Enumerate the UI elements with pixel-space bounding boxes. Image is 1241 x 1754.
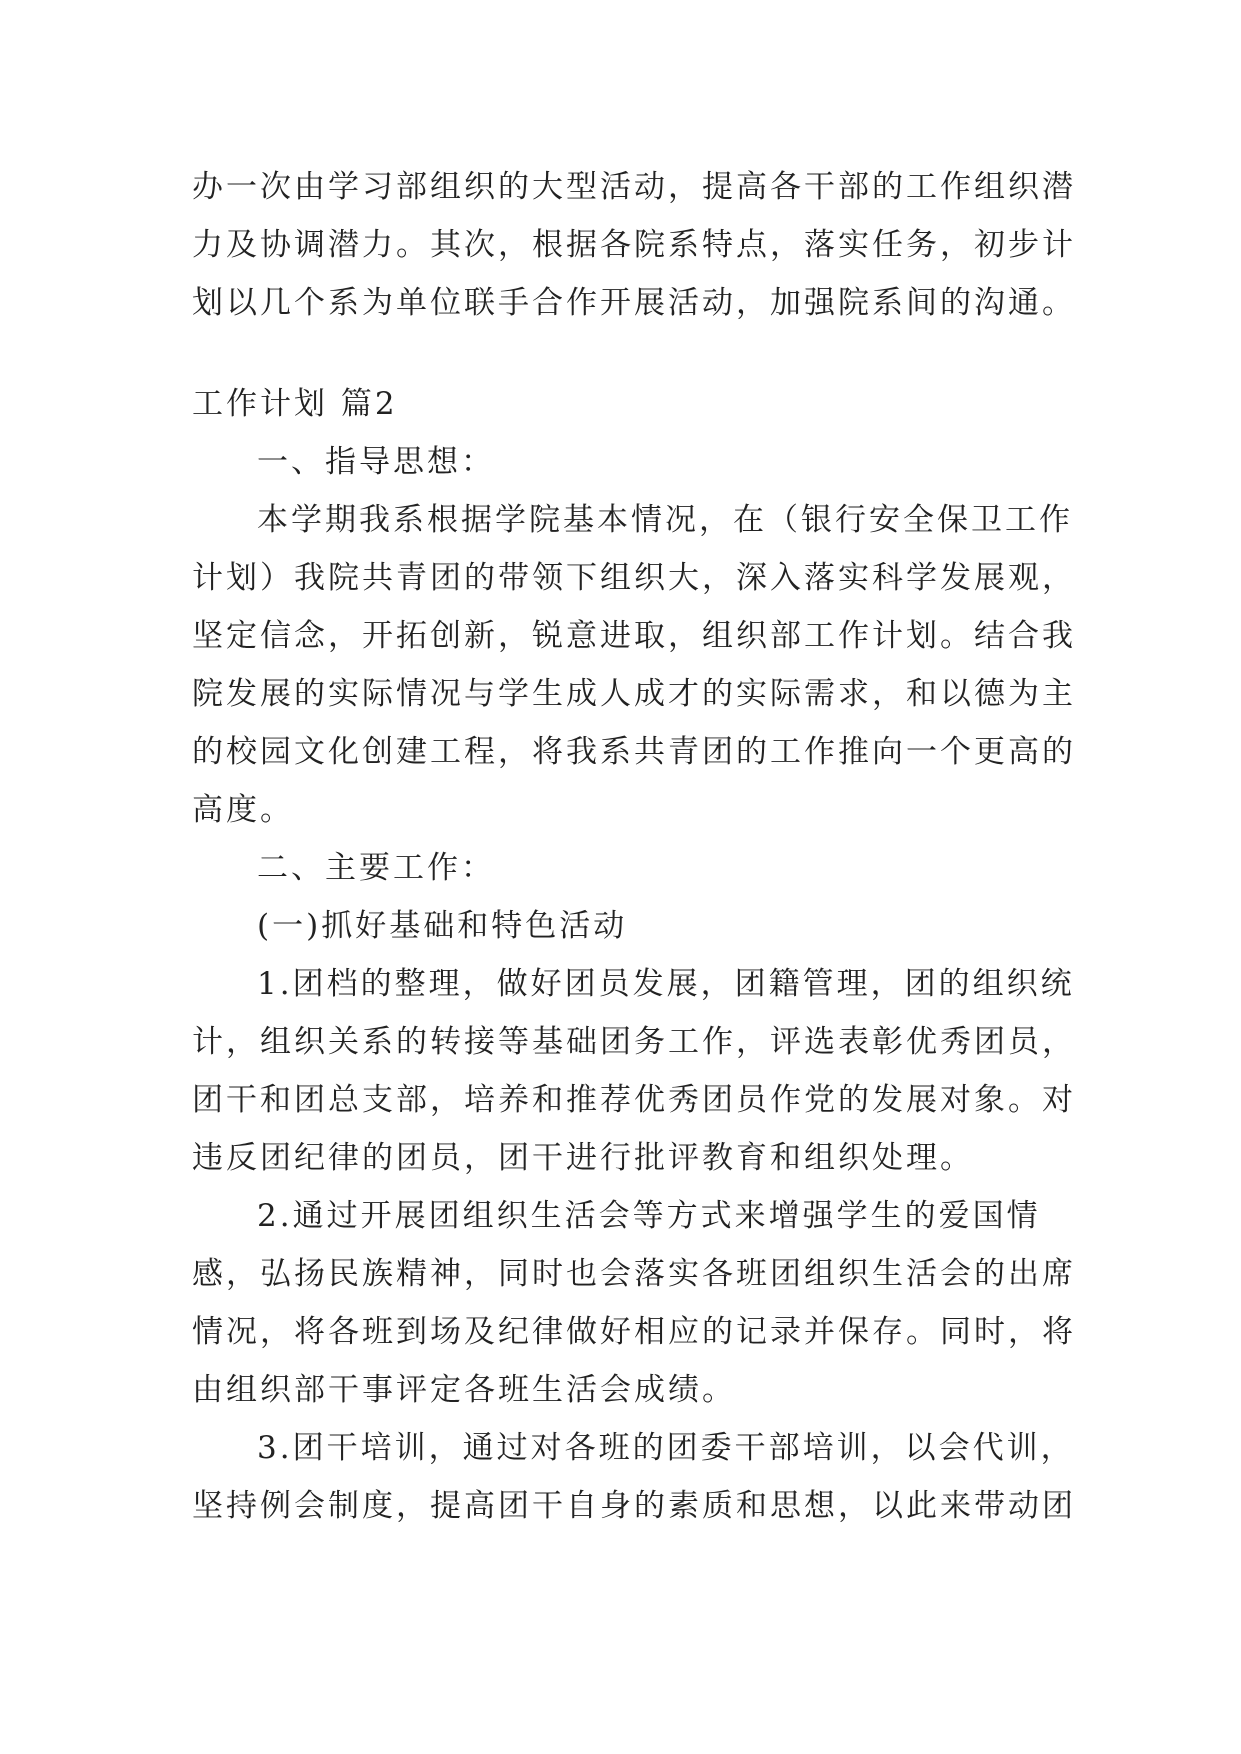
paragraph-guiding-thought [192, 491, 1076, 839]
text-line: 坚定信念，开拓创新，锐意进取，组织部工作计划。结合我 [192, 618, 1076, 654]
text-line: 计划）我院共青团的带领下组织大，深入落实科学发展观， [192, 560, 1076, 596]
section-title: 工作计划 篇2 [192, 386, 398, 422]
text-line: 1.团档的整理，做好团员发展，团籍管理，团的组织统 [257, 966, 1075, 1002]
text-line: 3.团干培训，通过对各班的团委干部培训，以会代训， [257, 1430, 1075, 1466]
text-line: 力及协调潜力。其次，根据各院系特点，落实任务，初步计 [192, 227, 1076, 263]
text-line: 2.通过开展团组织生活会等方式来增强学生的爱国情 [257, 1198, 1041, 1234]
heading-main-work: 二、主要工作： [257, 850, 495, 886]
subheading-basic-activities: (一)抓好基础和特色活动 [257, 908, 628, 944]
text-line: 办一次由学习部组织的大型活动，提高各干部的工作组织潜 [192, 169, 1076, 205]
list-item-3 [192, 1419, 1076, 1535]
text-line: 违反团纪律的团员，团干进行批评教育和组织处理。 [192, 1140, 974, 1176]
document-page [192, 158, 1076, 1535]
text-line: 院发展的实际情况与学生成人成才的实际需求，和以德为主 [192, 676, 1076, 712]
text-line: 由组织部干事评定各班生活会成绩。 [192, 1372, 736, 1408]
continuation-paragraph [192, 158, 1076, 332]
text-line: 计，组织关系的转接等基础团务工作，评选表彰优秀团员， [192, 1024, 1076, 1060]
text-line: 感，弘扬民族精神，同时也会落实各班团组织生活会的出席 [192, 1256, 1076, 1292]
list-item-2 [192, 1187, 1076, 1419]
text-line: 坚持例会制度，提高团干自身的素质和思想，以此来带动团 [192, 1488, 1076, 1524]
text-line: 划以几个系为单位联手合作开展活动，加强院系间的沟通。 [192, 285, 1076, 321]
list-item-1 [192, 955, 1076, 1187]
text-line: 高度。 [192, 792, 294, 828]
text-line: 团干和团总支部，培养和推荐优秀团员作党的发展对象。对 [192, 1082, 1076, 1118]
heading-guiding-thought: 一、指导思想： [257, 444, 495, 480]
text-line: 情况，将各班到场及纪律做好相应的记录并保存。同时，将 [192, 1314, 1076, 1350]
text-line: 的校园文化创建工程，将我系共青团的工作推向一个更高的 [192, 734, 1076, 770]
text-line: 本学期我系根据学院基本情况，在（银行安全保卫工作 [257, 502, 1073, 538]
